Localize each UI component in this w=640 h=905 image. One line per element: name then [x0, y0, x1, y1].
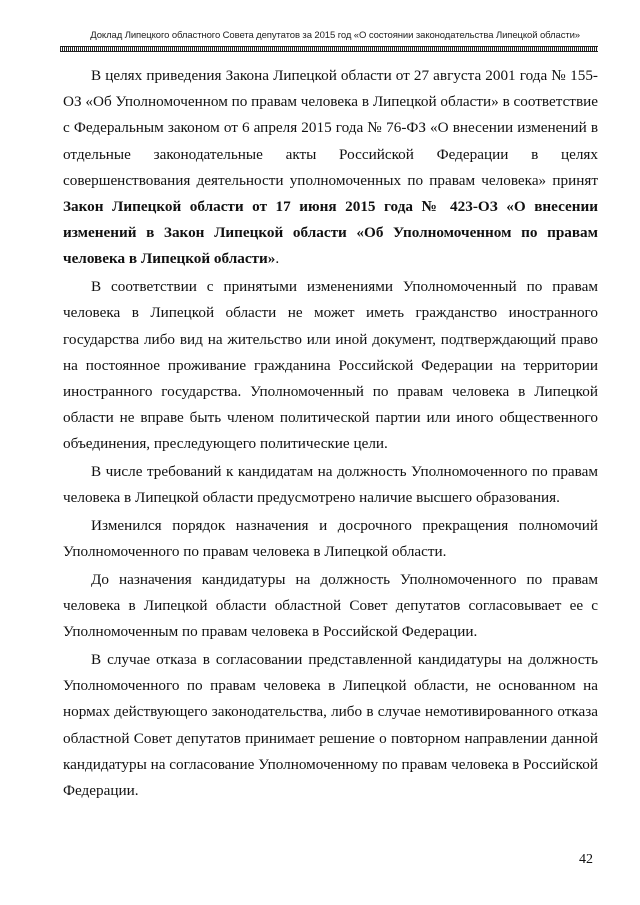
paragraph-text: В целях приведения Закона Липецкой области от 27 августа 2001 года № 155-ОЗ «Об Уполномоченном по правам человека в Липецкой области» в соответствие с Федеральным законом от 6 апреля 2015 года № 76-ФЗ «О внесении изменений в отдельные законодательные акты Российской Федерации в целях совершенствования деятельности уполномоченных по правам человека» принят	[63, 67, 598, 189]
page-number: 42	[579, 852, 593, 867]
paragraph-candidate-approval: До назначения кандидатуры на должность Уполномоченного по правам человека в Липецкой области областной Совет депутатов согласовывает ее с Уполномоченным по правам человека в Российской Федерации.	[63, 570, 598, 641]
paragraph-refusal-case: В случае отказа в согласовании представленной кандидатуры на должность Уполномоченного по правам человека в Липецкой области, не основанном на нормах действующего законодательства, либо в случае немотивированного отказа областной Совет депутатов принимает решение о повторном направлении данной кандидатуры на согласование Уполномоченному по правам человека в Российской Федерации.	[63, 650, 598, 799]
paragraph-law-adoption	[63, 63, 598, 273]
paragraph-citizenship-requirements: В соответствии с принятыми изменениями Уполномоченный по правам человека в Липецкой области не может иметь гражданство иностранного государства либо вид на жительство или иной документ, подтверждающий право на постоянное проживание гражданина Российской Федерации на территории иностранного государства. Уполномоченный по правам человека в Липецкой области не вправе быть членом политической партии или иного общественного объединения, преследующего политические цели.	[63, 278, 598, 453]
header-rule	[60, 46, 598, 52]
running-header: Доклад Липецкого областного Совета депутатов за 2015 год «О состоянии законодательства Липецкой области»	[90, 30, 580, 41]
paragraph-appointment-procedure: Изменился порядок назначения и досрочного прекращения полномочий Уполномоченного по правам человека в Липецкой области.	[63, 516, 598, 561]
paragraph-end: .	[275, 250, 280, 268]
paragraph-education-requirement: В числе требований к кандидатам на должность Уполномоченного по правам человека в Липецкой области предусмотрено наличие высшего образования.	[63, 463, 598, 507]
law-title-bold: Закон Липецкой области от 17 июня 2015 года № 423-ОЗ «О внесении изменений в Закон Липецкой области «Об Уполномоченном по правам человека в Липецкой области»	[63, 198, 598, 268]
document-body	[63, 63, 598, 806]
